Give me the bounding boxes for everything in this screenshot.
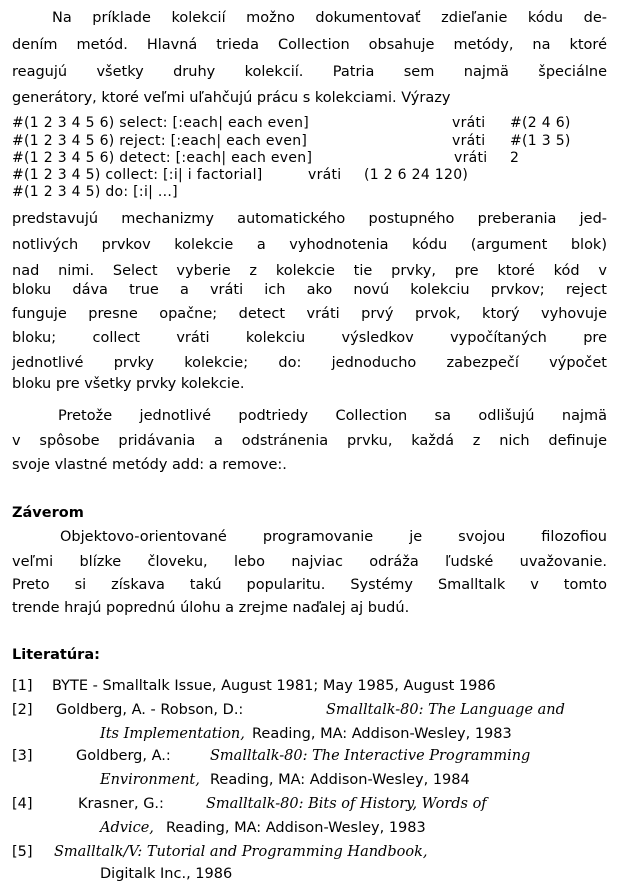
text-line: bloku dáva true a vráti ich ako novú kolekciu prvkov; reject — [12, 282, 607, 298]
code-expression: #(1 2 3 4 5 6) reject: [:each| each even] — [12, 133, 308, 149]
text-line: notlivých prvkov kolekcie a vyhodnotenia kódu (argument blok) — [12, 237, 607, 253]
code-label: vráti — [452, 115, 486, 131]
code-result: 2 — [510, 150, 520, 166]
code-result: #(1 3 5) — [510, 133, 571, 149]
section-heading: Literatúra: — [12, 647, 100, 663]
reference-title: Smalltalk-80: The Interactive Programming — [210, 748, 531, 764]
reference-title: Environment, — [100, 772, 200, 788]
reference-author: Goldberg, A. - Robson, D.: — [56, 702, 244, 718]
text-line: bloku pre všetky prvky kolekcie. — [12, 376, 245, 392]
code-line — [12, 113, 607, 133]
reference-number: [2] — [12, 702, 33, 718]
code-expression: #(1 2 3 4 5 6) detect: [:each| each even] — [12, 150, 313, 166]
reference-title: Smalltalk-80: Bits of History, Words of — [206, 796, 487, 812]
text-line: v spôsobe pridávania a odstránenia prvku, každá z nich definuje — [12, 433, 607, 449]
text-line: Na príklade kolekcií možno dokumentovať zdieľanie kódu de- — [52, 10, 607, 26]
reference-title: Advice, — [100, 820, 154, 836]
reference-number: [3] — [12, 748, 33, 764]
text-line: predstavujú mechanizmy automatického postupného preberania jed- — [12, 211, 607, 227]
code-expression: #(1 2 3 4 5) do: [:i| ...] — [12, 184, 178, 200]
text-line: Objektovo-orientované programovanie je svojou filozofiou — [60, 529, 607, 545]
code-expression: #(1 2 3 4 5 6) select: [:each| each even] — [12, 115, 310, 131]
reference-number: [1] — [12, 678, 33, 694]
text-line: bloku; collect vráti kolekciu výsledkov vypočítaných pre — [12, 330, 607, 346]
code-expression: #(1 2 3 4 5) collect: [:i| i factorial] — [12, 167, 263, 183]
text-line: reagujú všetky druhy kolekcií. Patria sem najmä špeciálne — [12, 64, 607, 80]
reference-publisher: Reading, MA: Addison-Wesley, 1983 — [166, 820, 426, 836]
code-result: #(2 4 6) — [510, 115, 571, 131]
reference-title: Its Implementation, — [100, 726, 245, 742]
text-line: Preto si získava takú popularitu. Systémy Smalltalk v tomto — [12, 577, 607, 593]
code-label: vráti — [452, 133, 486, 149]
reference-title: Smalltalk/V: Tutorial and Programming Handbook, — [54, 844, 428, 860]
text-line: trende hrajú poprednú úlohu a zrejme naďalej aj budú. — [12, 600, 410, 616]
reference-number: [5] — [12, 844, 33, 860]
text-line: Pretože jednotlivé podtriedy Collection sa odlišujú najmä — [58, 408, 607, 424]
reference-title: Smalltalk-80: The Language and — [326, 702, 565, 718]
reference-author: Krasner, G.: — [78, 796, 164, 812]
reference-publisher: Reading, MA: Addison-Wesley, 1984 — [210, 772, 470, 788]
text-line: funguje presne opačne; detect vráti prvý prvok, ktorý vyhovuje — [12, 306, 607, 322]
text-line: nad nimi. Select vyberie z kolekcie tie prvky, pre ktoré kód v — [12, 263, 607, 279]
reference-publisher: Reading, MA: Addison-Wesley, 1983 — [252, 726, 512, 742]
text-line: jednotlivé prvky kolekcie; do: jednoducho zabezpečí výpočet — [12, 355, 607, 371]
code-label: vráti — [454, 150, 488, 166]
reference-author: Goldberg, A.: — [76, 748, 171, 764]
reference-text: BYTE - Smalltalk Issue, August 1981; May 1985, August 1986 — [52, 678, 496, 694]
text-line: svoje vlastné metódy add: a remove:. — [12, 457, 287, 473]
text-line: generátory, ktoré veľmi uľahčujú prácu s kolekciami. Výrazy — [12, 90, 451, 106]
text-line: veľmi blízke človeku, lebo najviac odráža ľudské uvažovanie. — [12, 554, 607, 570]
text-line: dením metód. Hlavná trieda Collection obsahuje metódy, na ktoré — [12, 37, 607, 53]
code-label: vráti — [308, 167, 342, 183]
section-heading: Záverom — [12, 505, 84, 521]
code-line — [12, 182, 607, 202]
reference-publisher: Digitalk Inc., 1986 — [100, 866, 233, 882]
reference-number: [4] — [12, 796, 33, 812]
code-result: (1 2 6 24 120) — [364, 167, 469, 183]
